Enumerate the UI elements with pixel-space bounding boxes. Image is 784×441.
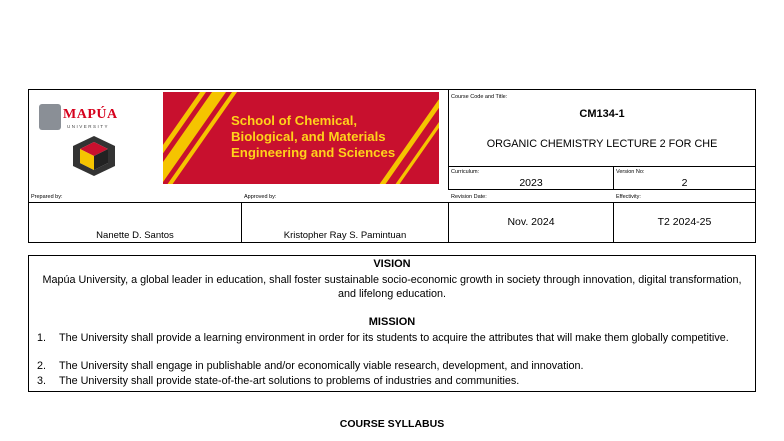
school-name-line: Biological, and Materials [231, 129, 386, 144]
mission-item-number: 2. [37, 360, 47, 372]
curriculum-cell [448, 166, 614, 190]
course-syllabus-title: COURSE SYLLABUS [339, 418, 445, 430]
vision-title: VISION [373, 258, 411, 270]
prepared-cell [28, 202, 242, 243]
mission-item [37, 331, 753, 359]
curriculum-value: 2023 [519, 177, 543, 189]
course-title: ORGANIC CHEMISTRY LECTURE 2 FOR CHE [486, 138, 718, 150]
mission-item [37, 374, 753, 389]
school-name [231, 113, 441, 161]
course-code: CM134-1 [579, 108, 625, 120]
mission-item-number: 1. [37, 332, 47, 344]
vision-text: Mapúa University, a global leader in education, shall foster sustainable socio-economic growth in society through innovation, digital transformation, and lifelong education. [42, 274, 742, 300]
revision-cell [448, 202, 614, 243]
approved-label: Approved by: [244, 194, 277, 200]
revision-date: Nov. 2024 [507, 216, 555, 228]
school-name-line: School of Chemical, [231, 113, 358, 128]
logo-subtext: UNIVERSITY [67, 124, 110, 129]
course-code-cell [448, 89, 756, 167]
curriculum-label: Curriculum: [451, 169, 480, 175]
hexagon-emblem-icon [71, 134, 117, 178]
approved-cell [241, 202, 449, 243]
mission-item [37, 359, 753, 374]
mission-list [37, 331, 753, 389]
seal-icon [39, 104, 61, 130]
effectivity-cell [613, 202, 756, 243]
mission-item-text: The University shall provide a learning environment in order for its students to acquire the attributes that will make them globally competitive. [59, 332, 729, 344]
version-label: Version No: [616, 169, 645, 175]
logo-text: MAPÚA [63, 107, 118, 122]
mission-item-number: 3. [37, 375, 47, 387]
mission-item-text: The University shall engage in publishable and/or economically viable research, development, and innovation. [59, 360, 584, 372]
school-name-line: Engineering and Sciences [231, 145, 396, 160]
mission-item-text: The University shall provide state-of-the-art solutions to problems of industries and communities. [59, 375, 520, 387]
vision-mission-box [28, 255, 756, 392]
version-cell [613, 166, 756, 190]
approved-by: Kristopher Ray S. Pamintuan [283, 230, 407, 241]
mission-title: MISSION [368, 316, 416, 328]
course-code-label: Course Code and Title: [451, 94, 508, 100]
prepared-label: Prepared by: [31, 194, 63, 200]
revision-label: Revision Date: [451, 194, 487, 200]
prepared-by: Nanette D. Santos [96, 230, 174, 241]
effectivity-value: T2 2024-25 [657, 216, 712, 228]
version-value: 2 [681, 177, 688, 189]
effectivity-label: Effectivity: [616, 194, 641, 200]
